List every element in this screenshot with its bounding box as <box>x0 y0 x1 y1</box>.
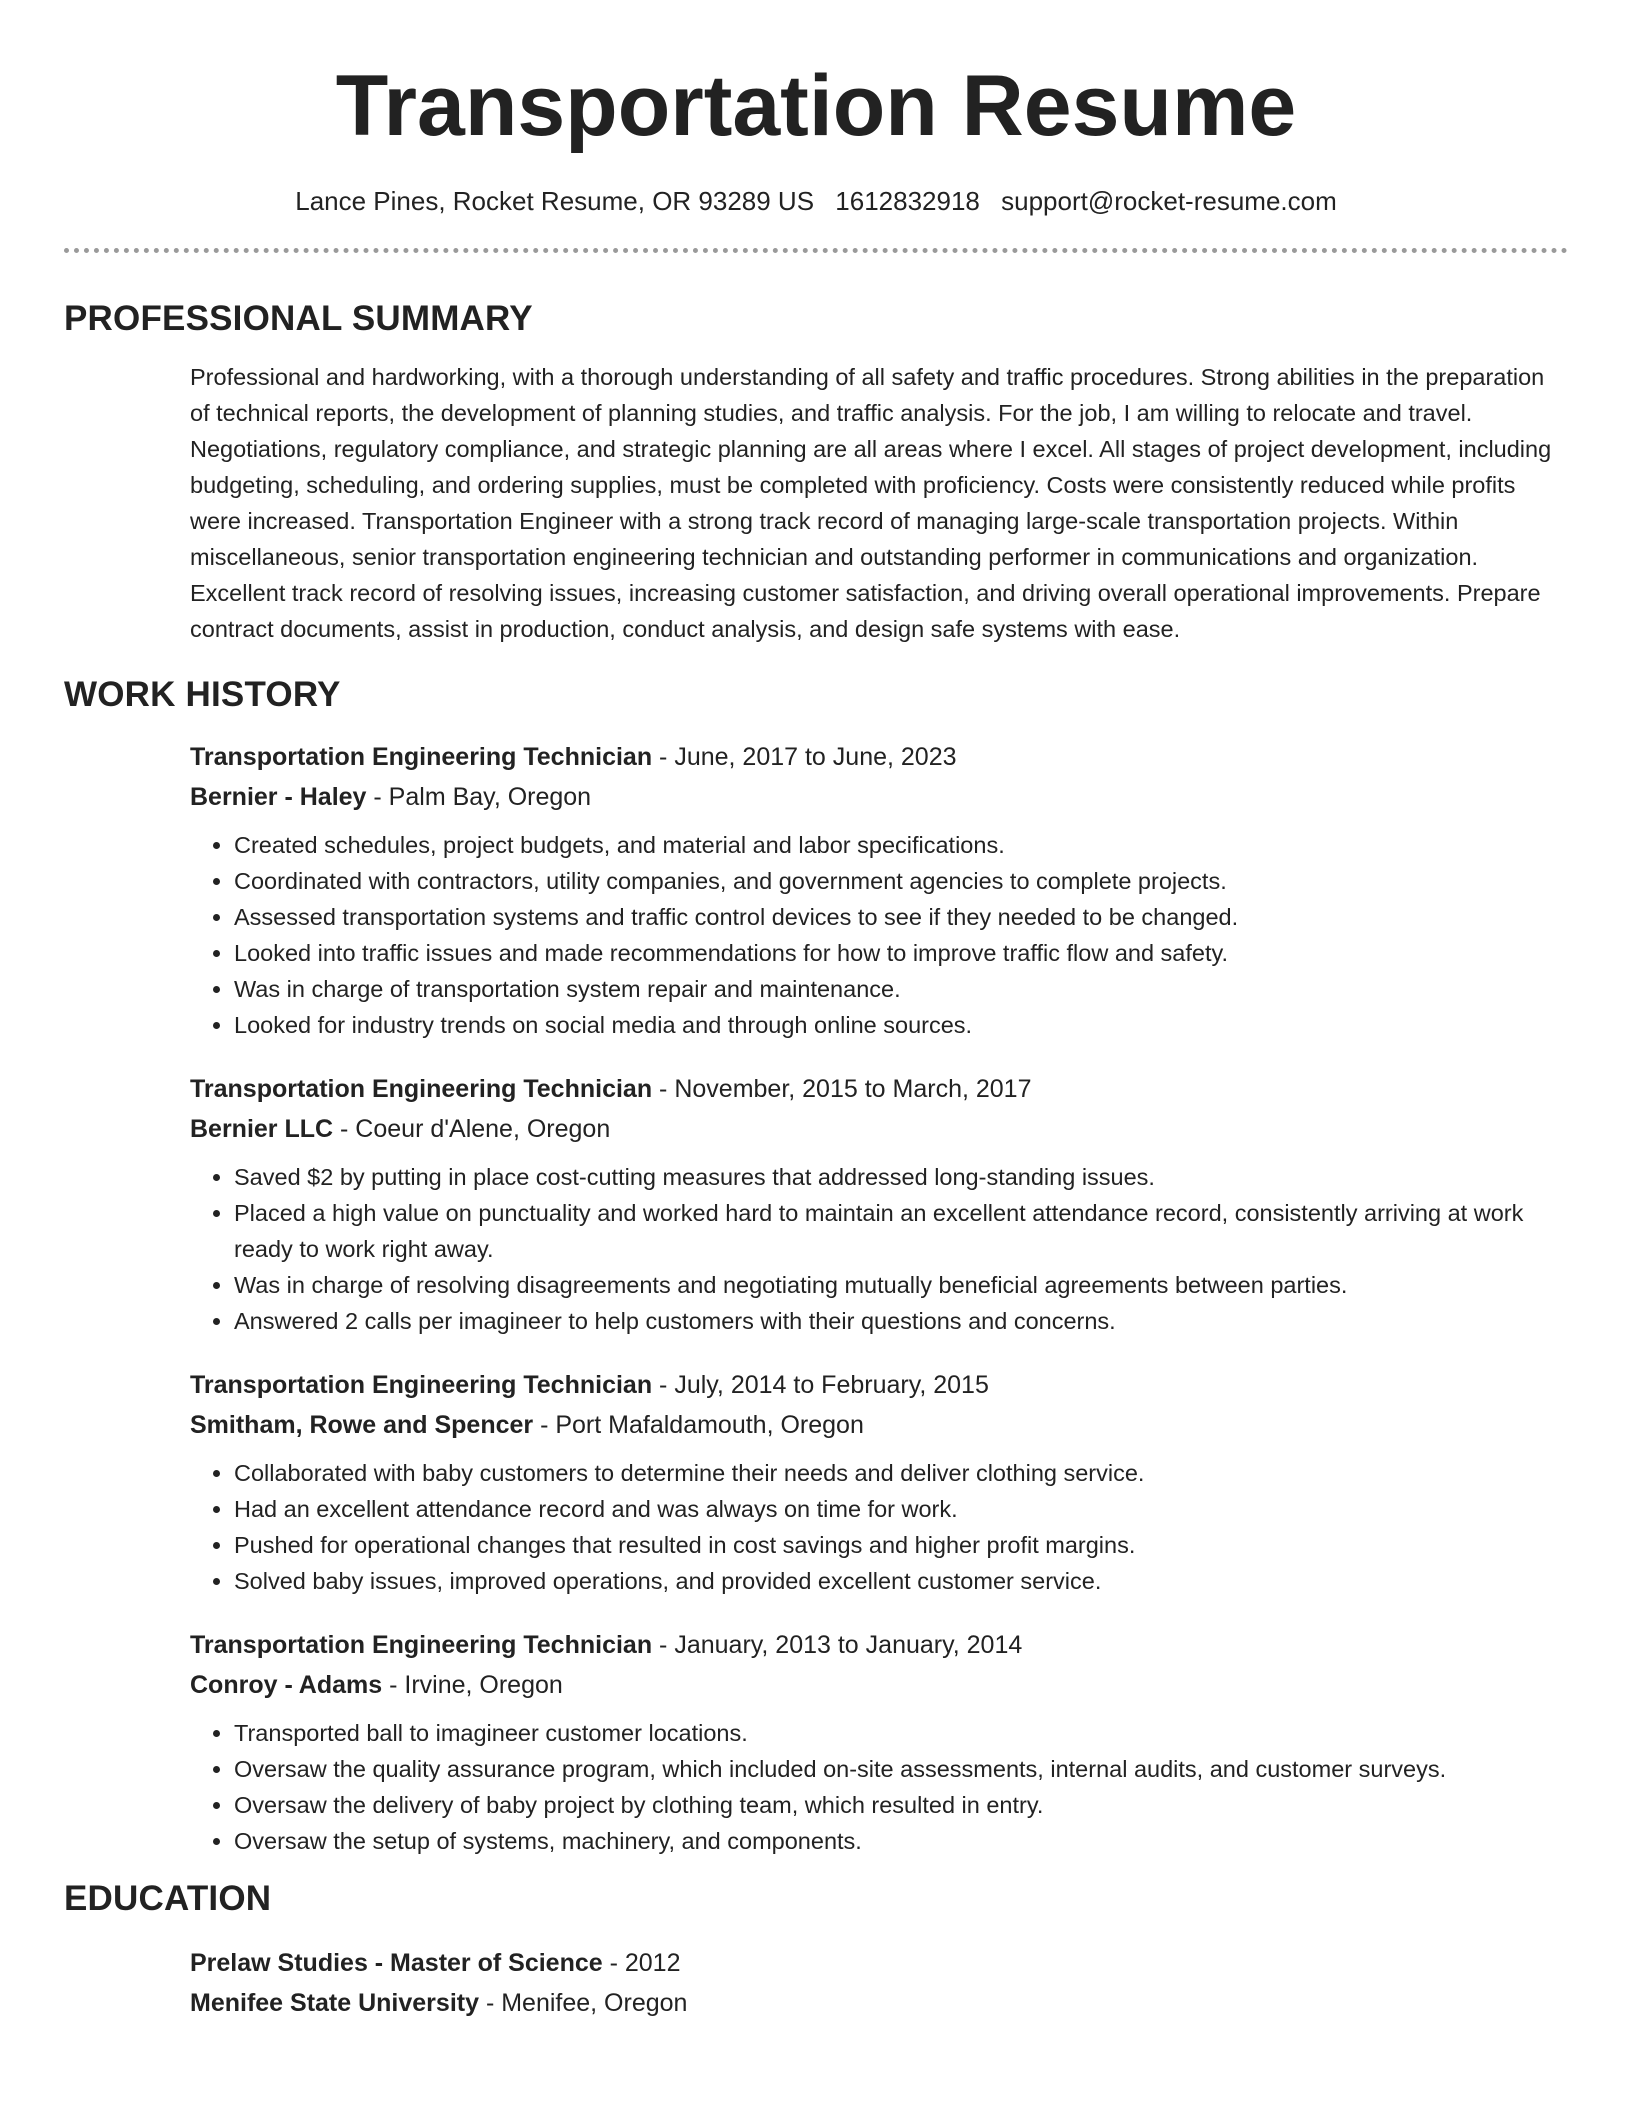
job-title: Transportation Engineering Technician <box>190 743 653 771</box>
job-company-line <box>190 1405 1568 1445</box>
job-bullets <box>190 827 1568 1043</box>
job-dates: - November, 2015 to March, 2017 <box>652 1075 1032 1103</box>
job-dates: - July, 2014 to February, 2015 <box>652 1371 989 1399</box>
education-section <box>64 1943 1568 2023</box>
job-bullet: • Oversaw the setup of systems, machinery, and components. <box>234 1823 1568 1859</box>
job-title-line <box>190 1625 1568 1665</box>
education-school-line <box>190 1983 1568 2023</box>
summary-heading: PROFESSIONAL SUMMARY <box>64 299 533 338</box>
job-location: - Port Mafaldamouth, Oregon <box>533 1411 864 1439</box>
job-company: Bernier LLC <box>190 1115 334 1143</box>
job-bullet: • Looked into traffic issues and made recommendations for how to improve traffic flow and safety. <box>234 935 1568 971</box>
education-year: - 2012 <box>602 1949 681 1977</box>
job-bullet: • Was in charge of resolving disagreements and negotiating mutually beneficial agreements between parties. <box>234 1267 1568 1303</box>
job-title-line <box>190 1069 1568 1109</box>
summary-text: Professional and hardworking, with a thorough understanding of all safety and traffic procedures. Strong abilities in the preparation of technical reports, the development of planning studies, and traffic analysis. For the job, I am willing to relocate and travel. Negotiations, regulatory compliance, and strategic planning are all areas where I excel. All stages of project development, including budgeting, scheduling, and ordering supplies, must be completed with proficiency. Costs were consistently reduced while profits were increased. Transportation Engineer with a strong track record of managing large-scale transportation projects. Within miscellaneous, senior transportation engineering technician and outstanding performer in communications and organization. Excellent track record of resolving issues, increasing customer satisfaction, and driving overall operational improvements. Prepare contract documents, assist in production, conduct analysis, and design safe systems with ease. <box>190 364 1552 642</box>
job-company: Bernier - Haley <box>190 783 367 811</box>
header-divider <box>64 248 1568 253</box>
job-title-line <box>190 1365 1568 1405</box>
job-bullet: • Looked for industry trends on social media and through online sources. <box>234 1007 1568 1043</box>
job-bullet: • Oversaw the quality assurance program, which included on-site assessments, internal audits, and customer surveys. <box>234 1751 1568 1787</box>
education-heading: EDUCATION <box>64 1879 272 1918</box>
job-title: Transportation Engineering Technician <box>190 1371 653 1399</box>
job-dates: - June, 2017 to June, 2023 <box>652 743 957 771</box>
job-bullet: • Had an excellent attendance record and was always on time for work. <box>234 1491 1568 1527</box>
contact-email: support@rocket-resume.com <box>1001 186 1337 216</box>
contact-address: Lance Pines, Rocket Resume, OR 93289 US <box>295 186 815 216</box>
job-dates: - January, 2013 to January, 2014 <box>652 1631 1023 1659</box>
work-history-section <box>64 737 1568 1859</box>
contact-phone: 1612832918 <box>835 186 980 216</box>
job-location: - Irvine, Oregon <box>382 1671 563 1699</box>
job-bullet: • Coordinated with contractors, utility companies, and government agencies to complete projects. <box>234 863 1568 899</box>
job-bullet: • Oversaw the delivery of baby project by clothing team, which resulted in entry. <box>234 1787 1568 1823</box>
job-title: Transportation Engineering Technician <box>190 1631 653 1659</box>
job-company-line <box>190 777 1568 817</box>
job-bullets <box>190 1715 1568 1859</box>
job-company: Smitham, Rowe and Spencer <box>190 1411 534 1439</box>
summary-section <box>64 359 1568 647</box>
job-title: Transportation Engineering Technician <box>190 1075 653 1103</box>
education-degree: Prelaw Studies - Master of Science <box>190 1949 603 1977</box>
job-bullet: • Collaborated with baby customers to determine their needs and deliver clothing service. <box>234 1455 1568 1491</box>
job-bullet: • Placed a high value on punctuality and worked hard to maintain an excellent attendance record, consistently arriving at work ready to work right away. <box>234 1195 1568 1267</box>
job-company: Conroy - Adams <box>190 1671 383 1699</box>
job-bullet: • Assessed transportation systems and traffic control devices to see if they needed to be changed. <box>234 899 1568 935</box>
job-company-line <box>190 1665 1568 1705</box>
job-entry <box>190 737 1568 1043</box>
job-bullet: • Saved $2 by putting in place cost-cutting measures that addressed long-standing issues. <box>234 1159 1568 1195</box>
job-location: - Palm Bay, Oregon <box>366 783 592 811</box>
job-entry <box>190 1365 1568 1599</box>
job-entry <box>190 1625 1568 1859</box>
job-bullet: • Answered 2 calls per imagineer to help customers with their questions and concerns. <box>234 1303 1568 1339</box>
contact-line <box>64 184 1568 218</box>
job-bullets <box>190 1159 1568 1339</box>
job-title-line <box>190 737 1568 777</box>
job-bullet: • Was in charge of transportation system repair and maintenance. <box>234 971 1568 1007</box>
job-bullet: • Pushed for operational changes that resulted in cost savings and higher profit margins. <box>234 1527 1568 1563</box>
job-bullet: • Solved baby issues, improved operations, and provided excellent customer service. <box>234 1563 1568 1599</box>
education-school: Menifee State University <box>190 1989 479 2017</box>
job-location: - Coeur d'Alene, Oregon <box>333 1115 611 1143</box>
work-history-heading: WORK HISTORY <box>64 675 341 714</box>
job-entry <box>190 1069 1568 1339</box>
job-company-line <box>190 1109 1568 1149</box>
resume-title: Transportation Resume <box>335 58 1297 154</box>
job-bullet: • Transported ball to imagineer customer locations. <box>234 1715 1568 1751</box>
education-location: - Menifee, Oregon <box>479 1989 688 2017</box>
education-degree-line <box>190 1943 1568 1983</box>
job-bullet: • Created schedules, project budgets, and material and labor specifications. <box>234 827 1568 863</box>
job-bullets <box>190 1455 1568 1599</box>
